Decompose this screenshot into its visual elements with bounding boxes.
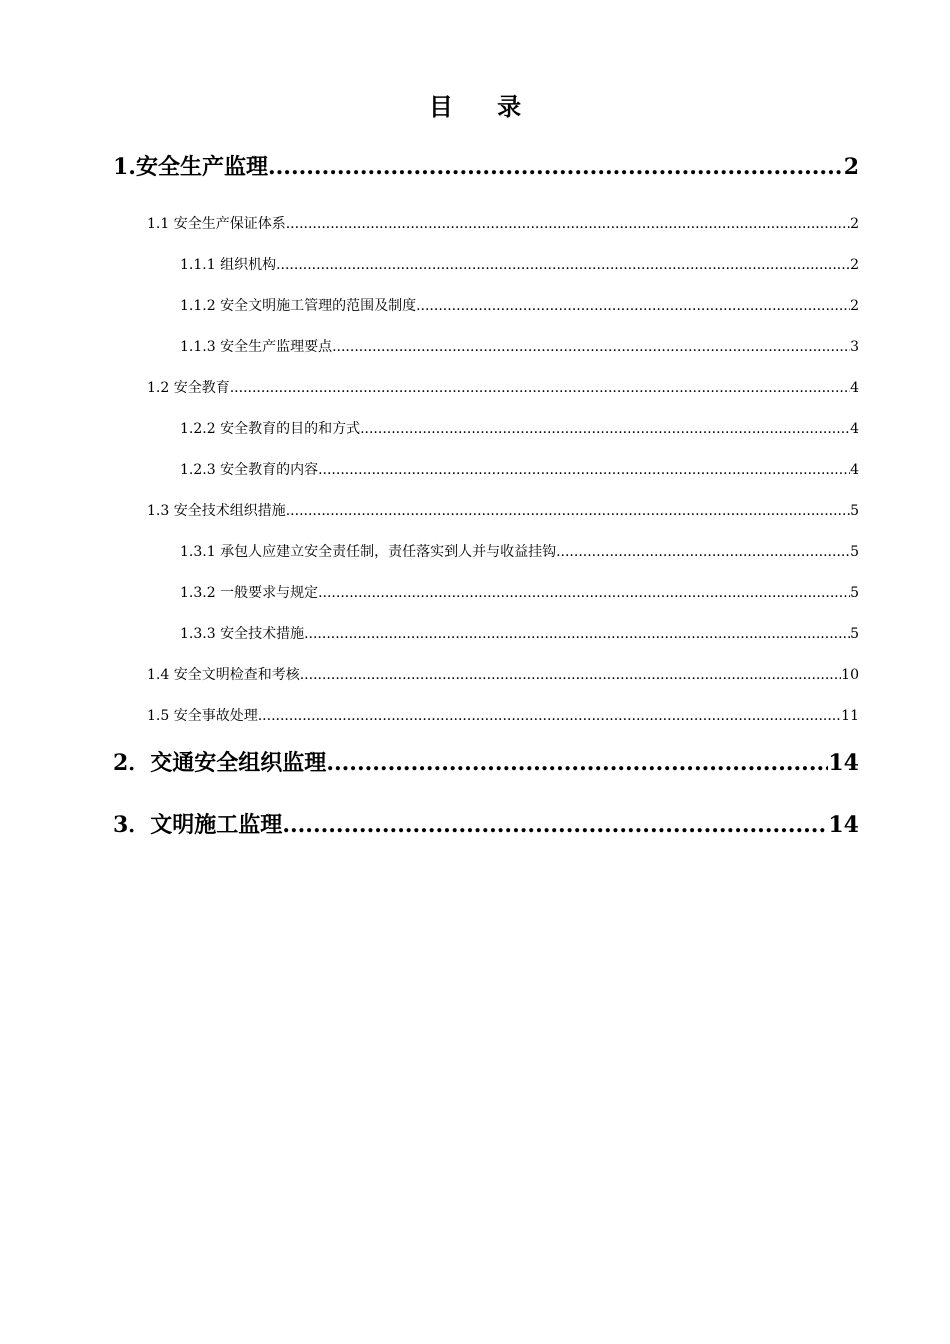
toc-entry-page: 5 (850, 544, 859, 560)
toc-entry-label: 1.3.2 一般要求与规定 (180, 585, 319, 601)
toc-leader-dots (318, 460, 850, 480)
toc-leader-dots (258, 706, 841, 726)
toc-entry-label: 1.2.2 安全教育的目的和方式 (180, 421, 361, 437)
toc-entry-label: 1.1 安全生产保证体系 (147, 216, 286, 232)
toc-entry-label: 3．文明施工监理 (113, 812, 283, 838)
toc-leader-dots (300, 665, 841, 685)
toc-entry-1-3-3[interactable] (180, 624, 859, 644)
toc-entry-label: 1.3.3 安全技术措施 (180, 626, 305, 642)
toc-leader-dots (230, 378, 850, 398)
toc-leader-dots (304, 624, 850, 644)
toc-entry-page: 4 (850, 462, 859, 478)
toc-entry-1-1[interactable] (147, 214, 859, 234)
toc-entry-1-1-2[interactable] (180, 296, 859, 316)
toc-entry-page: 4 (850, 380, 859, 396)
toc-entry-1-3-1[interactable] (180, 542, 859, 562)
toc-leader-dots (360, 419, 850, 439)
toc-entry-1-1-1[interactable] (180, 255, 859, 275)
toc-entry-page: 5 (850, 585, 859, 601)
toc-entry-page: 11 (841, 708, 859, 724)
toc-entry-label: 1.安全生产监理 (113, 154, 268, 180)
toc-leader-dots (556, 542, 850, 562)
toc-entry-page: 2 (850, 216, 859, 232)
toc-entry-page: 2 (843, 154, 859, 180)
toc-entry-label: 1.1.2 安全文明施工管理的范围及制度 (180, 298, 417, 314)
toc-entry-page: 3 (850, 339, 859, 355)
toc-leader-dots (416, 296, 850, 316)
toc-entry-label: 1.2.3 安全教育的内容 (180, 462, 319, 478)
toc-entry-label: 1.3 安全技术组织措施 (147, 503, 286, 519)
toc-entry-page: 14 (828, 812, 859, 838)
toc-entry-page: 14 (828, 750, 859, 776)
toc-entry-1-2-3[interactable] (180, 460, 859, 480)
toc-entry-label: 1.2 安全教育 (147, 380, 230, 396)
toc-entry-1-3[interactable] (147, 501, 859, 521)
toc-leader-dots (318, 583, 850, 603)
toc-entry-1[interactable] (113, 152, 859, 182)
toc-entry-page: 4 (850, 421, 859, 437)
toc-entry-label: 1.1.3 安全生产监理要点 (180, 339, 333, 355)
toc-leader-dots (326, 748, 828, 778)
toc-entry-1-1-3[interactable] (180, 337, 859, 357)
toc-entry-3[interactable] (113, 810, 859, 840)
toc-leader-dots (268, 152, 844, 182)
toc-entry-1-2[interactable] (147, 378, 859, 398)
toc-entry-page: 10 (841, 667, 859, 683)
toc-leader-dots (332, 337, 850, 357)
toc-entry-label: 2．交通安全组织监理 (113, 750, 327, 776)
toc-entry-page: 2 (850, 257, 859, 273)
toc-entry-page: 2 (850, 298, 859, 314)
toc-entry-1-4[interactable] (147, 665, 859, 685)
toc-entry-label: 1.5 安全事故处理 (147, 708, 258, 724)
toc-entry-1-3-2[interactable] (180, 583, 859, 603)
toc-leader-dots (276, 255, 850, 275)
toc-entry-label: 1.3.1 承包人应建立安全责任制，责任落实到人并与收益挂钩 (180, 544, 557, 560)
toc-title: 目 录 (428, 92, 540, 121)
toc-entry-page: 5 (850, 503, 859, 519)
toc-entry-1-5[interactable] (147, 706, 859, 726)
toc-leader-dots (282, 810, 828, 840)
toc-entry-label: 1.4 安全文明检查和考核 (147, 667, 300, 683)
toc-entry-2[interactable] (113, 748, 859, 778)
toc-leader-dots (286, 214, 850, 234)
toc-entry-label: 1.1.1 组织机构 (180, 257, 277, 273)
toc-entry-page: 5 (850, 626, 859, 642)
toc-entry-1-2-2[interactable] (180, 419, 859, 439)
toc-leader-dots (286, 501, 850, 521)
